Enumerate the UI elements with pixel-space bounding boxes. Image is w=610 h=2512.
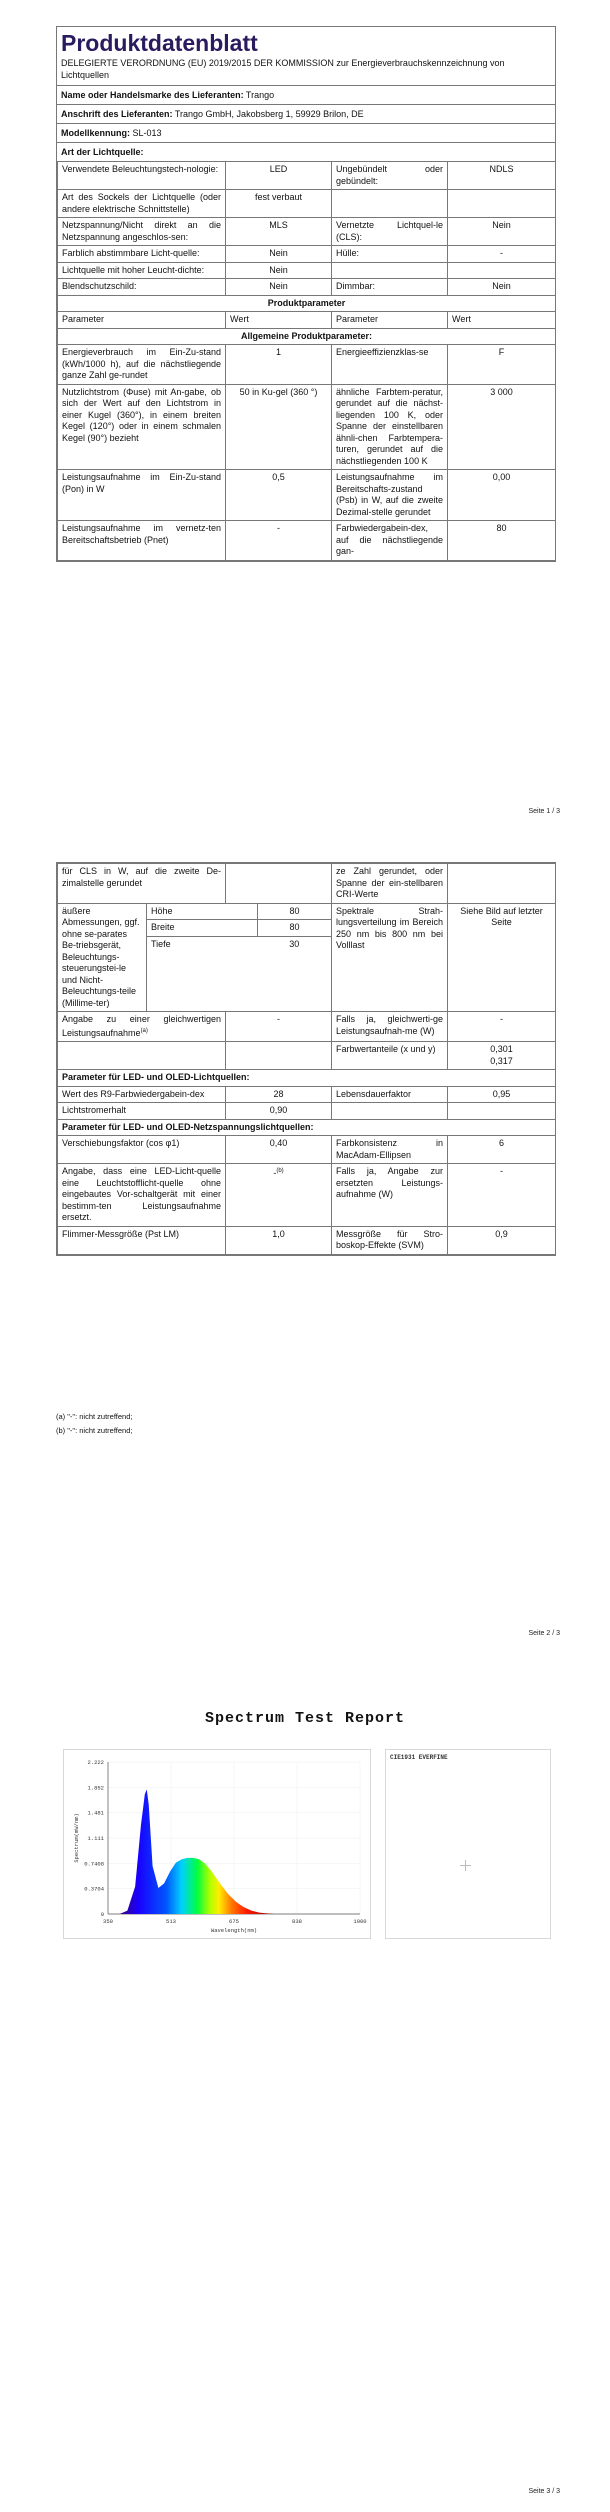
param-value: Nein [226,246,332,263]
param-value: - [226,1012,332,1042]
col-header-value: Wert [226,312,332,329]
x-tick-label: 675 [229,1918,239,1925]
y-tick-label: 0.3704 [84,1885,104,1893]
supplier-name-label: Name oder Handelsmarke des Lieferanten: [61,90,244,100]
param-value: 0,00 [448,470,556,521]
x-tick-label: 350 [103,1918,113,1925]
light-source-type-label: Art der Lichtquelle: [61,147,144,157]
param-value: 0,40 [226,1136,332,1164]
param-label: Leistungsaufnahme im Ein-Zu-stand (Pon) in W [58,470,226,521]
plot-area [73,1759,367,1934]
table-row [58,470,556,521]
value-text: - [273,1168,277,1178]
footnote: (b) "-": nicht zutreffend; [56,1426,133,1435]
param-value [448,1103,556,1120]
led-params-header: Parameter für LED- und OLED-Lichtquellen: [58,1070,556,1087]
param-label: für CLS in W, auf die zweite De-zimalstelle gerundet [58,864,226,904]
param-label: Verschiebungsfaktor (cos φ1) [58,1136,226,1164]
table-row [58,1103,556,1120]
report-title: Spectrum Test Report [204,1710,406,1727]
param-label: Angabe, dass eine LED-Licht-quelle eine Leuchtstofflicht-quelle ohne eingebautes Vor-schaltgerät mit einer bestimm-ten Leistungsaufnahme ersetzt. [58,1164,226,1227]
param-label: Flimmer-Messgröße (Pst LM) [58,1226,226,1254]
model-label: Modellkennung: [61,128,130,138]
param-label [332,262,448,279]
y-tick-label: 1.111 [87,1835,104,1842]
section-header-row [58,1119,556,1136]
page-2 [0,820,610,1660]
table-row [58,1226,556,1254]
dim-name: Breite [147,920,257,937]
table-row [58,262,556,279]
table-row [58,1164,556,1227]
param-label: Vernetzte Lichtquel-le (CLS): [332,218,448,246]
param-value: - [226,521,332,561]
section-header-row [58,1070,556,1087]
param-value [448,190,556,218]
general-params-header: Allgemeine Produktparameter: [58,328,556,345]
spectrum-area [120,1790,275,1915]
param-label: Nutzlichtstrom (Φuse) mit An-gabe, ob sich der Wert auf den Lichtstrom in einer Kugel (360°), in einem breiten Kegel (120°) oder in einem schmalen Kegel (90°) bezieht [58,384,226,470]
dimensions-label: äußere Abmessungen, ggf. ohne se-parates Be-triebsgerät, Beleuchtungs-steuerungstei-le und Nicht-Beleuchtungs-teile (Millime-ter) [58,904,147,1012]
datasheet-page1 [56,26,556,562]
empty-cell [58,1042,226,1070]
mains-params-header: Parameter für LED- und OLED-Netzspannungslichtquellen: [58,1119,556,1136]
dim-value: 30 [289,938,300,949]
param-value: Nein [226,279,332,296]
param-label: Farbwertanteile (x und y) [332,1042,448,1070]
dim-name: Tiefe [151,938,171,949]
table-row [58,864,556,904]
param-label: Lebensdauerfaktor [332,1086,448,1103]
param-value: - [448,246,556,263]
page-number: Seite 2 / 3 [528,1630,560,1637]
page-number: Seite 3 / 3 [528,2488,560,2495]
param-label: Wert des R9-Farbwiedergabein-dex [58,1086,226,1103]
cie-panel [385,1749,551,1939]
y-tick-label: 0.7408 [84,1860,104,1868]
param-value [226,1164,332,1227]
param-value: 3 000 [448,384,556,470]
table-row [58,903,556,1012]
param-label: Energieeffizienzklas-se [332,345,448,385]
section-header-row [58,328,556,345]
table-row [58,1136,556,1164]
param-label [332,1103,448,1120]
table-row [58,190,556,218]
param-label: Dimmbar: [332,279,448,296]
footnotes [56,1410,132,1438]
param-label: Lichtquelle mit hoher Leucht-dichte: [58,262,226,279]
dim-value: 80 [257,920,331,937]
param-value [448,1042,556,1070]
table-row [58,162,556,190]
y-axis-label: Spectrum(mW/nm) [73,1813,80,1863]
column-header-row [58,312,556,329]
empty-cell [448,864,556,904]
model-row [57,124,555,143]
param-label: ze Zahl gerundet, oder Spanne der ein-stellbaren CRI-Werte [332,864,448,904]
y-tick-label: 1.481 [87,1809,104,1817]
param-value: 0,9 [448,1226,556,1254]
param-value: 0,90 [226,1103,332,1120]
regulation-text: DELEGIERTE VERORDNUNG (EU) 2019/2015 DER KOMMISSION zur Energieverbrauchskennzeichnung von Lichtquellen [57,57,555,86]
param-label [58,1012,226,1042]
col-header-value: Wert [448,312,556,329]
param-value: 6 [448,1136,556,1164]
chroma-x: 0,301 [490,1044,513,1054]
table-row [58,521,556,561]
x-tick-label: 513 [166,1918,176,1925]
param-label: Art des Sockels der Lichtquelle (oder andere elektrische Schnittstelle) [58,190,226,218]
supplier-address-label: Anschrift des Lieferanten: [61,109,173,119]
x-axis-label: Wavelength(nm) [210,1927,258,1934]
y-tick-label: 2.222 [87,1759,104,1766]
x-tick-label: 838 [292,1918,302,1925]
param-value: 1 [226,345,332,385]
param-label: Farblich abstimmbare Licht-quelle: [58,246,226,263]
param-label: Hülle: [332,246,448,263]
empty-cell [226,864,332,904]
param-value: fest verbaut [226,190,332,218]
chroma-y: 0,317 [490,1055,513,1066]
y-tick-label: 0 [100,1911,104,1918]
param-label: Ungebündelt oder gebündelt: [332,162,448,190]
param-value: Nein [226,262,332,279]
table-row [58,218,556,246]
footnote: (a) "-": nicht zutreffend; [56,1412,133,1421]
crosshair-icon [460,1860,472,1872]
param-label: Energieverbrauch im Ein-Zu-stand (kWh/1000 h), auf die nächstliegende ganze Zahl ge-rundet [58,345,226,385]
dim-name: Höhe [147,904,257,920]
param-label: Spektrale Strah-lungsverteilung im Bereich 250 nm bis 800 nm bei Volllast [332,903,448,1012]
supplier-name-row [57,86,555,105]
table-row [58,1086,556,1103]
param-label: Messgröße für Stro-boskop-Effekte (SVM) [332,1226,448,1254]
params-table-continued [57,863,556,1255]
dimensions-table [147,904,331,953]
param-label: ähnliche Farbtem-peratur, gerundet auf die nächst-liegenden 100 K, oder Spanne der einstellbaren ähnli-chen Farbtempera-turen, gerundet auf die nächstliegenden 100 K [332,384,448,470]
product-params-header: Produktparameter [58,295,556,312]
param-value: 28 [226,1086,332,1103]
page-1 [0,0,610,820]
param-label [332,190,448,218]
empty-cell [226,1042,332,1070]
spectrum-chart-panel [63,1749,371,1939]
param-value: Siehe Bild auf letzter Seite [448,903,556,1012]
model-id: SL-013 [132,128,162,138]
param-label: Netzspannung/Nicht direkt an die Netzspannung angeschlos-sen: [58,218,226,246]
param-label: Farbwiedergabein-dex, auf die nächstliegende gan- [332,521,448,561]
col-header-parameter: Parameter [332,312,448,329]
param-value: - [448,1164,556,1227]
param-label: Falls ja, Angabe zur ersetzten Leistungs-aufnahme (W) [332,1164,448,1227]
supplier-address: Trango GmbH, Jakobsberg 1, 59929 Brilon, DE [174,109,364,119]
table-row [58,384,556,470]
param-value: 0,95 [448,1086,556,1103]
param-value: 50 in Ku-gel (360 °) [226,384,332,470]
light-source-type-row [57,143,555,161]
spectrum-chart [64,1750,370,1938]
param-value: NDLS [448,162,556,190]
doc-title: Produktdatenblatt [61,30,258,56]
param-label: Verwendete Beleuchtungstech-nologie: [58,162,226,190]
page-number: Seite 1 / 3 [528,808,560,815]
param-label: Blendschutzschild: [58,279,226,296]
table-row [58,1012,556,1042]
param-label: Farbkonsistenz in MacAdam-Ellipsen [332,1136,448,1164]
col-header-parameter: Parameter [58,312,226,329]
param-value: - [448,1012,556,1042]
y-tick-label: 1.852 [87,1784,104,1792]
dim-value: 80 [257,904,331,920]
param-label: Lichtstromerhalt [58,1103,226,1120]
param-value [448,262,556,279]
param-value: 1,0 [226,1226,332,1254]
supplier-name: Trango [245,90,275,100]
table-row [147,904,331,920]
x-tick-label: 1000 [353,1918,367,1925]
datasheet-page2 [56,862,556,1256]
param-label: Leistungsaufnahme im Bereitschafts-zustand (Psb) in W, auf die zweite Dezimal-stelle gerundet [332,470,448,521]
table-row [147,936,331,952]
param-value: LED [226,162,332,190]
param-value: Nein [448,279,556,296]
table-row [58,279,556,296]
param-label: Leistungsaufnahme im vernetz-ten Bereitschaftsbetrieb (Pnet) [58,521,226,561]
table-row [58,1042,556,1070]
type-table [57,161,556,561]
table-row [58,345,556,385]
param-value: MLS [226,218,332,246]
section-header-row [58,295,556,312]
footnote-ref-b: (b) [276,1168,284,1174]
table-row [58,246,556,263]
cie-label: CIE1931 EVERFINE [390,1754,448,1761]
footnote-ref-a: (a) [140,1027,148,1034]
table-row [147,920,331,937]
param-value: 80 [448,521,556,561]
equiv-label: Angabe zu einer gleichwertigen Leistungsaufnahme [62,1014,221,1038]
page-3 [0,1660,610,2512]
param-label: Falls ja, gleichwerti-ge Leistungsaufnah-me (W) [332,1012,448,1042]
supplier-address-row [57,105,555,124]
param-value: F [448,345,556,385]
param-value: Nein [448,218,556,246]
dimensions-cell [58,903,332,1012]
param-value: 0,5 [226,470,332,521]
